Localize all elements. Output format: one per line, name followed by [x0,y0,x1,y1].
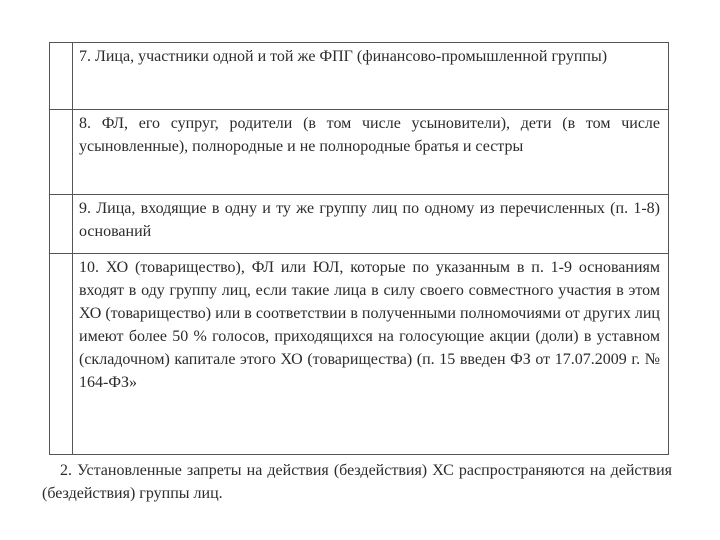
footer-paragraph: 2. Установленные запреты на действия (бездействия) ХС распространяются на действия (бездействия) группы лиц. [42,462,672,502]
row-number-cell [50,195,73,253]
row-number-cell [50,254,73,454]
table-row [50,43,668,109]
row-text-7: 7. Лица, участники одной и той же ФПГ (финансово-промышленной группы) [79,48,608,65]
row-text-8: 8. ФЛ, его супруг, родители (в том числе усыновители), дети (в том числе усыновленные), полнородные и не полнородные братья и сестры [79,115,660,155]
row-text-9: 9. Лица, входящие в одну и ту же группу лиц по одному из перечисленных (п. 1-8) оснований [79,200,660,240]
table-row [50,253,668,454]
row-number-cell [50,110,73,194]
criteria-table [49,42,669,455]
table-row [50,194,668,253]
row-text-10: 10. ХО (товарищество), ФЛ или ЮЛ, которые по указанным в п. 1-9 основаниям входят в оду группу лиц, если такие лица в силу своего совместного участия в этом ХО (товарищество) или в соответствии в полученными полномочиями от других лиц имеют более 50 % голосов, приходящихся на голосующие акции (доли) в уставном (складочном) капитале этого ХО (товарищества) (п. 15 введен ФЗ от 17.07.2009 г. № 164-ФЗ» [79,259,660,391]
table-row [50,109,668,194]
row-number-cell [50,43,73,109]
